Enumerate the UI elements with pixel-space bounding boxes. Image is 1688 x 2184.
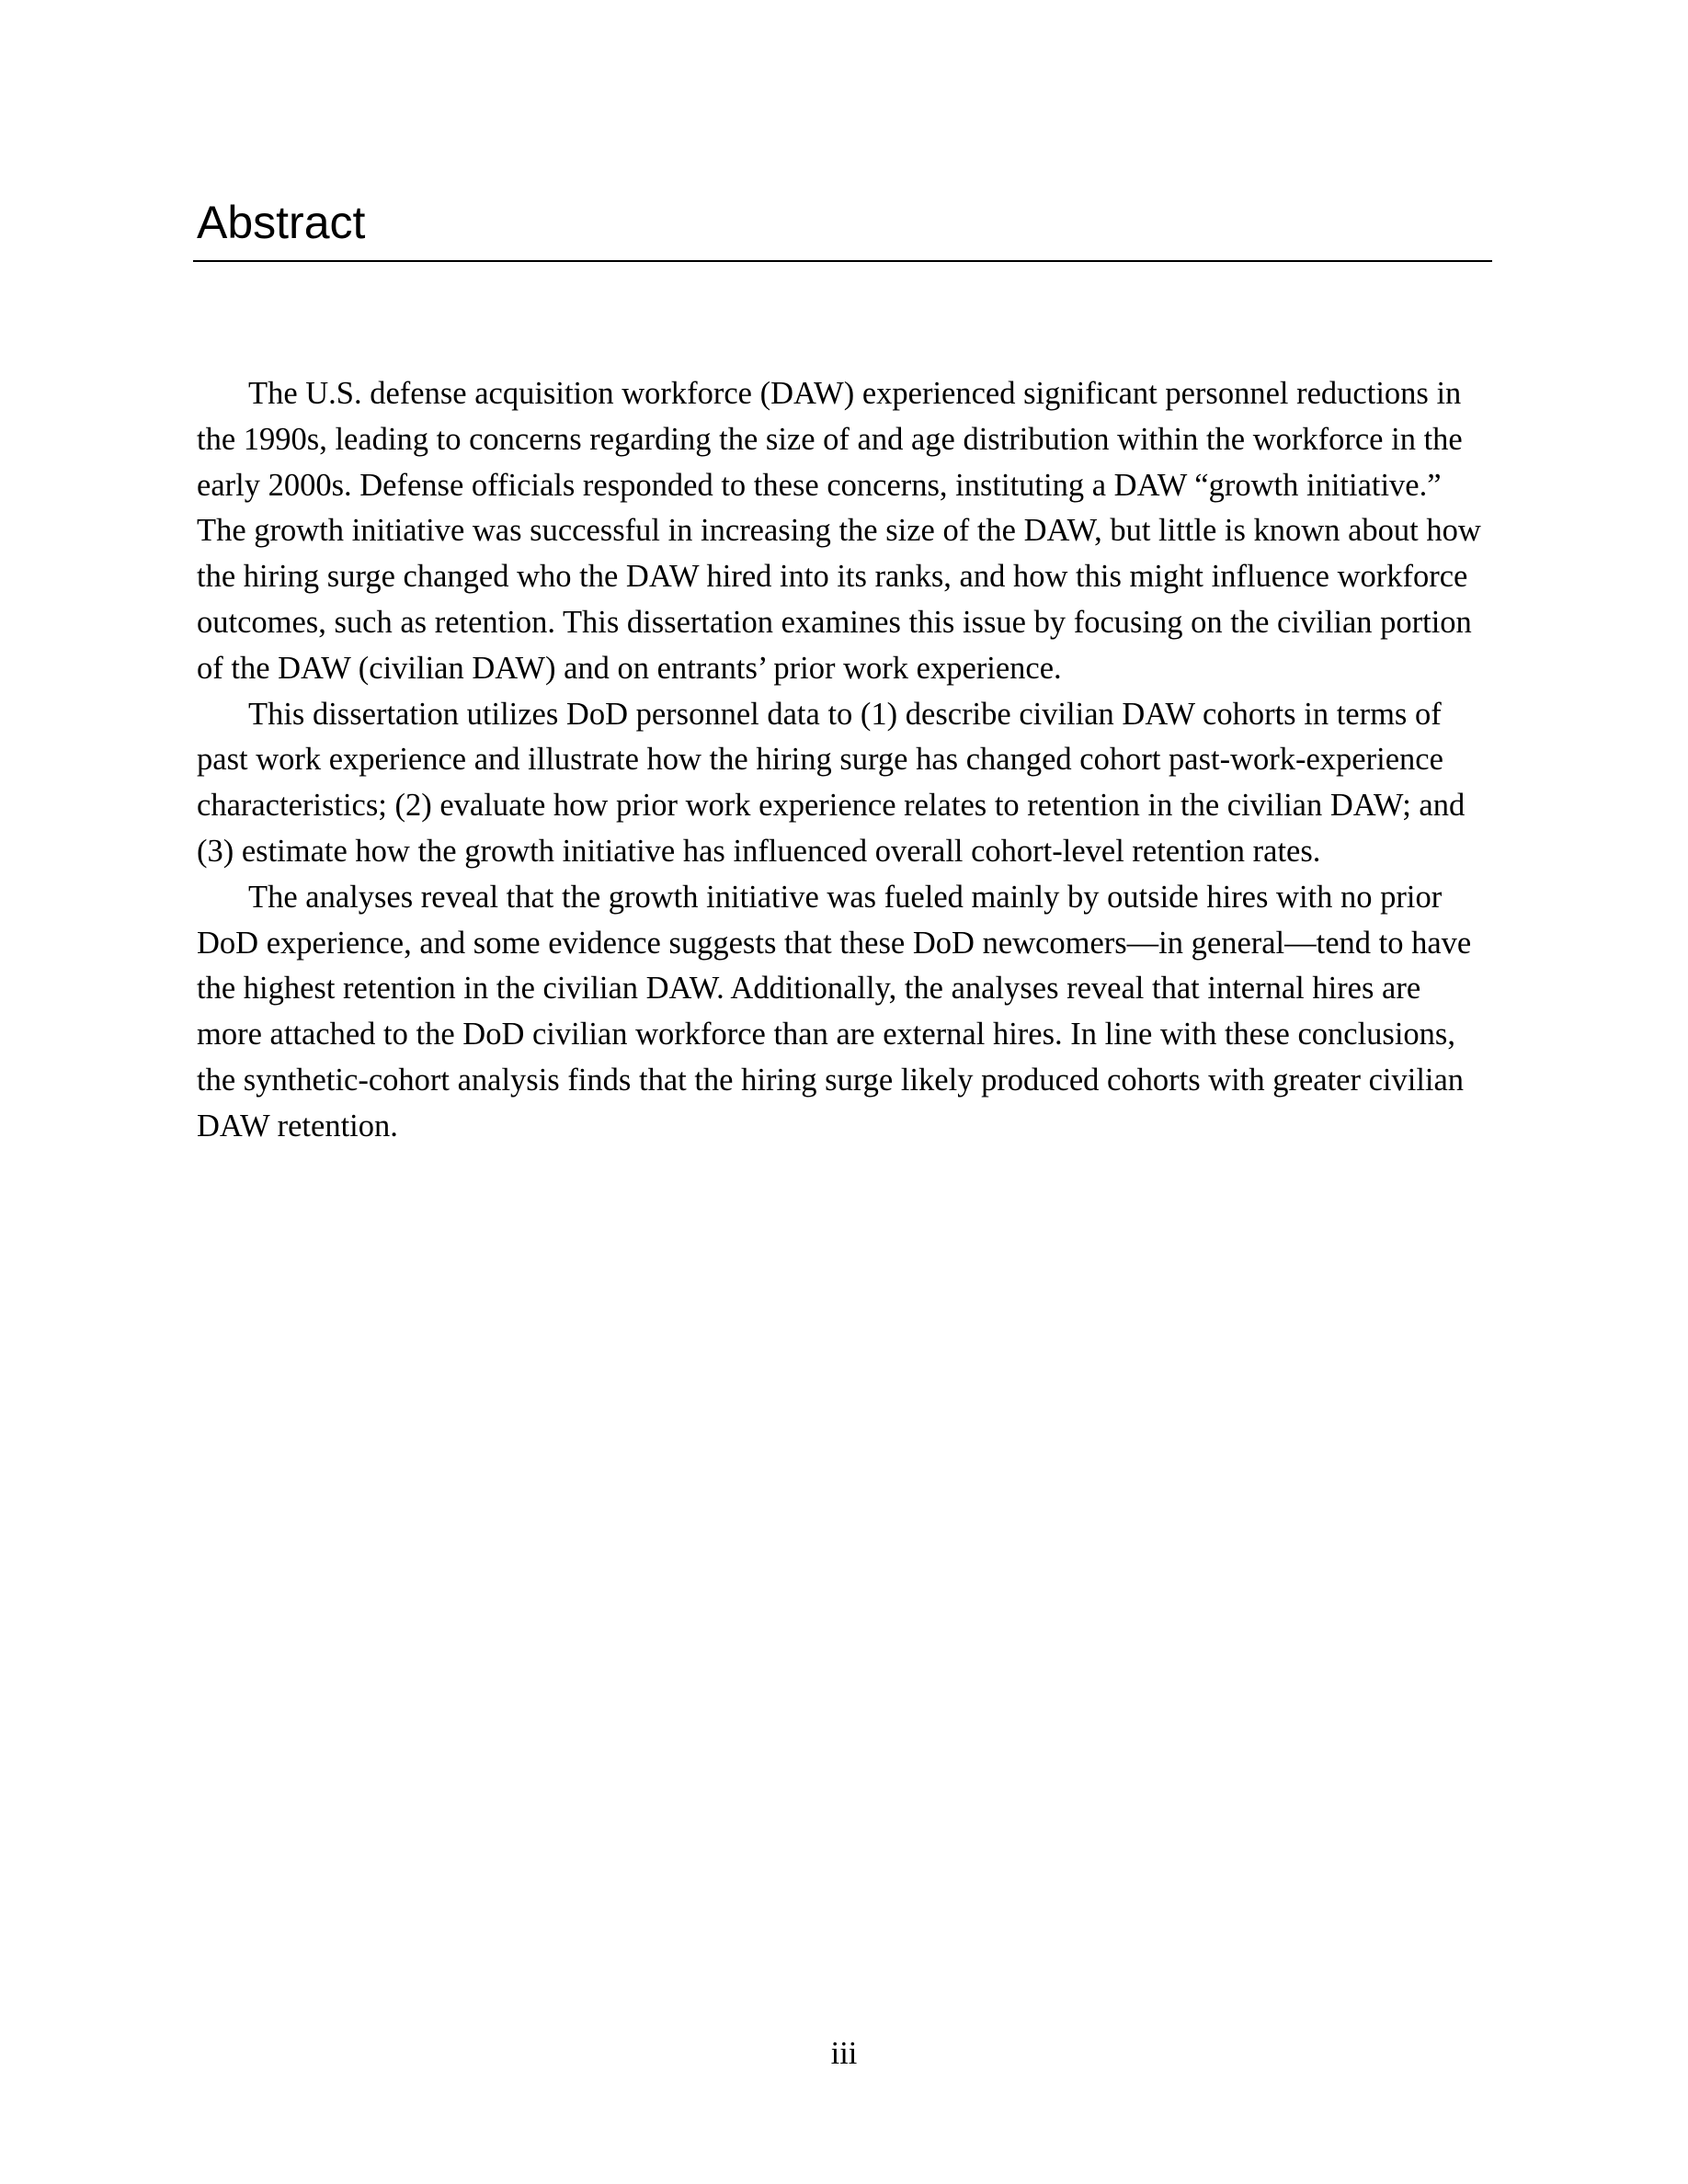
abstract-paragraph-2: This dissertation utilizes DoD personnel data to (1) describe civilian DAW cohorts in terms of past work experience and illustrate how the hiring surge has changed cohort past-work-experience characteristics; (2) evaluate how prior work experience relates to retention in the civilian DAW; and (3) estimate how the growth initiative has influenced overall cohort-level retention rates.	[197, 696, 1466, 869]
page-number: iii	[830, 2036, 858, 2071]
abstract-body	[197, 371, 1493, 1150]
heading-rule	[193, 260, 1492, 262]
abstract-paragraph-3: The analyses reveal that the growth initiative was fueled mainly by outside hires with no prior DoD experience, and some evidence suggests that these DoD newcomers—in general—tend to have the highest retention in the civilian DAW. Additionally, the analyses reveal that internal hires are more attached to the DoD civilian workforce than are external hires. In line with these conclusions, the synthetic-cohort analysis finds that the hiring surge likely produced cohorts with greater civilian DAW retention.	[197, 879, 1472, 1143]
abstract-paragraph-1: The U.S. defense acquisition workforce (DAW) experienced significant personnel reductions in the 1990s, leading to concerns regarding the size of and age distribution within the workforce in the early 2000s. Defense officials responded to these concerns, instituting a DAW “growth initiative.” The growth initiative was successful in increasing the size of the DAW, but little is known about how the hiring surge changed who the DAW hired into its ranks, and how this might influence workforce outcomes, such as retention. This dissertation examines this issue by focusing on the civilian portion of the DAW (civilian DAW) and on entrants’ prior work experience.	[197, 376, 1481, 686]
page-title: Abstract	[197, 197, 366, 248]
